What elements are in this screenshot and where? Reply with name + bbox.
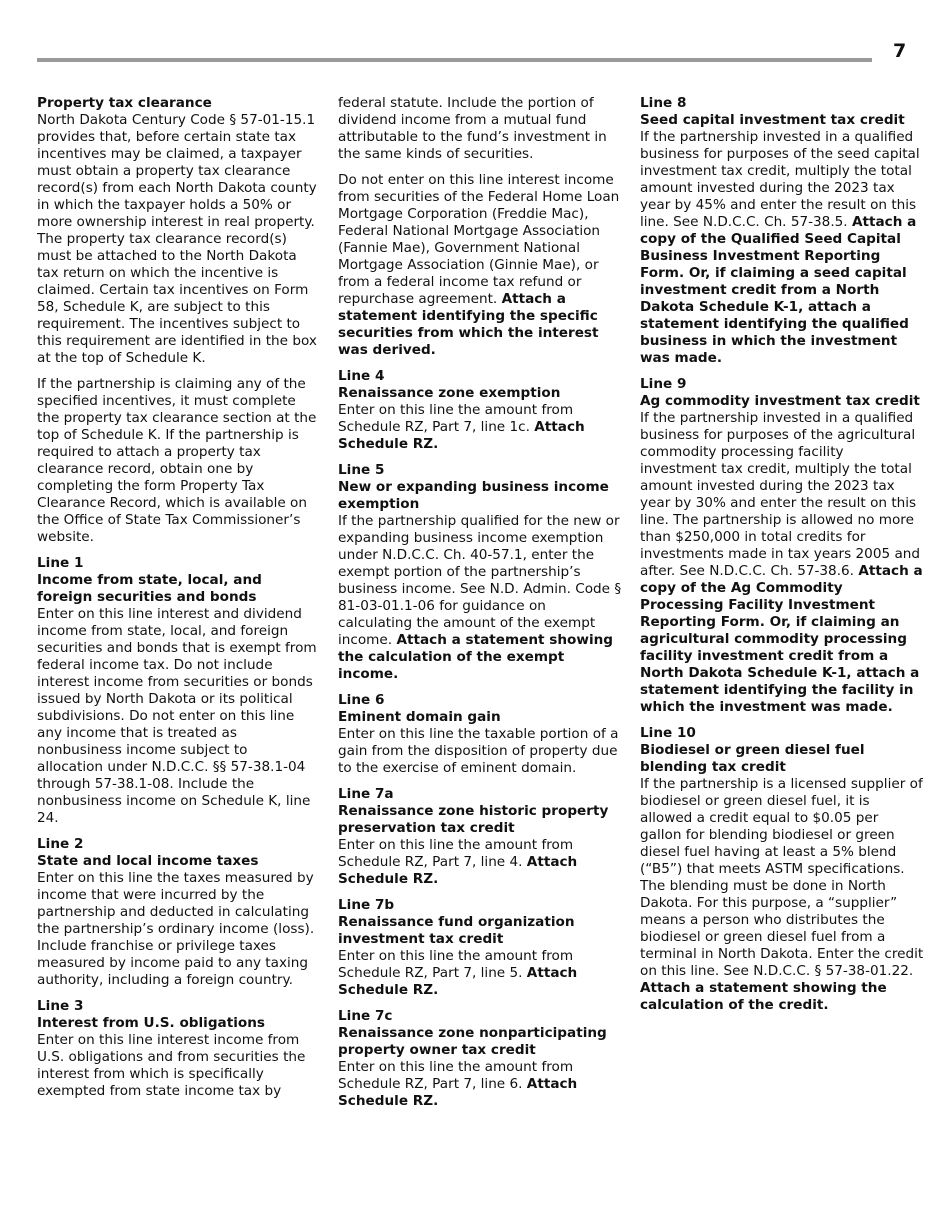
paragraph <box>338 172 622 359</box>
paragraph <box>338 402 622 453</box>
paragraph-text: If the partnership invested in a qualified business for purposes of the agricultural commodity processing facility investment tax credit, multiply the total amount invested during the 2023 tax year by 30% and enter the result on this line. The partnership is allowed no more than $250,000 in total credits for investments made in tax years 2005 and after. See N.D.C.C. Ch. 57-38.6. <box>640 410 921 579</box>
paragraph-text: Enter on this line the amount from Schedule RZ, Part 7, line 5. <box>338 948 574 981</box>
section-line-5 <box>338 462 622 683</box>
attach-instruction: Attach a statement identifying the specific securities from which the interest was derived. <box>338 291 599 358</box>
attach-instruction: Attach a statement showing the calculation of the exempt income. <box>338 632 614 682</box>
header-rule <box>37 58 872 62</box>
section-title: New or expanding business income exemption <box>338 479 609 512</box>
paragraph: Enter on this line the taxes measured by income that were incurred by the partnership and deducted in calculating the partnership’s ordinary income (loss). Include franchise or privilege taxes measured by income paid to any taxing authority, including a foreign country. <box>37 870 315 988</box>
section-title: Renaissance zone exemption <box>338 385 561 401</box>
section-title: Property tax clearance <box>37 95 212 111</box>
attach-instruction: Attach a copy of the Ag Commodity Processing Facility Investment Reporting Form. Or, if claiming an agricultural commodity processing facility investment credit from a North Dakota Schedule K-1, attach a statement identifying the facility in which the investment was made. <box>640 563 923 715</box>
line-label: Line 6 <box>338 692 385 708</box>
paragraph: If the partnership is claiming any of the specified incentives, it must complete the property tax clearance section at the top of Schedule K. If the partnership is required to attach a property tax clearance record, obtain one by completing the form Property Tax Clearance Record, which is available on the Office of State Tax Commissioner’s website. <box>37 376 317 545</box>
section-line-3-continued <box>338 95 622 359</box>
section-line-7b <box>338 897 622 999</box>
paragraph <box>338 513 622 683</box>
line-label: Line 8 <box>640 95 687 111</box>
page-number: 7 <box>893 40 907 62</box>
line-label: Line 4 <box>338 368 385 384</box>
section-line-4 <box>338 368 622 453</box>
attach-instruction: Attach a copy of the Qualified Seed Capital Business Investment Reporting Form. Or, if claiming a seed capital investment credit from a North Dakota Schedule K-1, attach a statement identifying the qualified business in which the investment was made. <box>640 214 917 366</box>
line-label: Line 1 <box>37 555 84 571</box>
line-label: Line 5 <box>338 462 385 478</box>
attach-instruction: Attach Schedule RZ. <box>338 419 585 452</box>
attach-instruction: Attach Schedule RZ. <box>338 965 578 998</box>
paragraph: Enter on this line interest and dividend income from state, local, and foreign securities and bonds that is exempt from federal income tax. Do not include interest income from securities or bonds issued by North Dakota or its political subdivisions. Do not enter on this line any income that is treated as nonbusiness income subject to allocation under N.D.C.C. §§ 57-38.1-04 through 57-38.1-08. Include the nonbusiness income on Schedule K, line 24. <box>37 606 317 826</box>
section-title: Renaissance zone nonparticipating property owner tax credit <box>338 1025 607 1058</box>
section-line-2 <box>37 836 317 989</box>
column-1 <box>37 95 317 1109</box>
paragraph <box>338 837 622 888</box>
section-line-9 <box>640 376 924 716</box>
column-2 <box>338 95 622 1119</box>
line-label: Line 7b <box>338 897 395 913</box>
line-label: Line 3 <box>37 998 84 1014</box>
section-title: Ag commodity investment tax credit <box>640 393 920 409</box>
paragraph <box>640 410 924 716</box>
column-3 <box>640 95 924 1023</box>
paragraph <box>640 776 924 1014</box>
paragraph <box>338 948 622 999</box>
paragraph: Enter on this line interest income from U.S. obligations and from securities the interest from which is specifically exempted from state income tax by <box>37 1032 306 1099</box>
section-line-10 <box>640 725 924 1014</box>
paragraph <box>338 1059 622 1110</box>
section-line-6 <box>338 692 622 777</box>
line-label: Line 9 <box>640 376 687 392</box>
section-title: State and local income taxes <box>37 853 259 869</box>
paragraph-text: Enter on this line the amount from Schedule RZ, Part 7, line 4. <box>338 837 574 870</box>
section-title: Seed capital investment tax credit <box>640 112 905 128</box>
paragraph: North Dakota Century Code § 57-01-15.1 provides that, before certain state tax incentives may be claimed, a taxpayer must obtain a property tax clearance record(s) from each North Dakota county in which the taxpayer holds a 50% or more ownership interest in real property. The property tax clearance record(s) must be attached to the North Dakota tax return on which the incentive is claimed. Certain tax incentives on Form 58, Schedule K, are subject to this requirement. The incentives subject to this requirement are identified in the box at the top of Schedule K. <box>37 112 317 366</box>
section-title: Renaissance zone historic property preservation tax credit <box>338 803 609 836</box>
section-title: Biodiesel or green diesel fuel blending tax credit <box>640 742 865 775</box>
section-title: Eminent domain gain <box>338 709 501 725</box>
paragraph: Enter on this line the taxable portion of a gain from the disposition of property due to the exercise of eminent domain. <box>338 726 619 776</box>
section-line-3 <box>37 998 317 1100</box>
paragraph-text: Do not enter on this line interest income from securities of the Federal Home Loan Mortgage Corporation (Freddie Mac), Federal National Mortgage Association (Fannie Mae), Government National Mortgage Association (Ginnie Mae), or from a federal income tax refund or repurchase agreement. <box>338 172 620 307</box>
attach-instruction: Attach a statement showing the calculation of the credit. <box>640 980 887 1013</box>
line-label: Line 2 <box>37 836 84 852</box>
section-line-1 <box>37 555 317 827</box>
section-line-7c <box>338 1008 622 1110</box>
paragraph-text: Enter on this line the amount from Schedule RZ, Part 7, line 6. <box>338 1059 574 1092</box>
section-property-tax-clearance <box>37 95 317 546</box>
line-label: Line 10 <box>640 725 696 741</box>
paragraph <box>640 129 924 367</box>
line-label: Line 7c <box>338 1008 393 1024</box>
attach-instruction: Attach Schedule RZ. <box>338 854 578 887</box>
paragraph-text: If the partnership is a licensed supplier of biodiesel or green diesel fuel, it is allowed a credit equal to $0.05 per gallon for blending biodiesel or green diesel fuel having at least a 5% blend (“B5”) that meets ASTM specifications. The blending must be done in North Dakota. For this purpose, a “supplier” means a person who distributes the biodiesel or green diesel fuel from a terminal in North Dakota. Enter the credit on this line. See N.D.C.C. § 57-38-01.22. <box>640 776 924 979</box>
section-title: Renaissance fund organization investment tax credit <box>338 914 575 947</box>
section-line-7a <box>338 786 622 888</box>
paragraph-text: If the partnership qualified for the new or expanding business income exemption under N.D.C.C. Ch. 40-57.1, enter the exempt portion of the partnership’s business income. See N.D. Admin. Code § 81-03-01.1-06 for guidance on calculating the amount of the exempt income. <box>338 513 622 648</box>
line-label: Line 7a <box>338 786 394 802</box>
paragraph-text: If the partnership invested in a qualified business for purposes of the seed capital investment tax credit, multiply the total amount invested during the 2023 tax year by 45% and enter the result on this line. See N.D.C.C. Ch. 57-38.5. <box>640 129 920 230</box>
attach-instruction: Attach Schedule RZ. <box>338 1076 578 1109</box>
section-title: Income from state, local, and foreign securities and bonds <box>37 572 262 605</box>
paragraph-text: Enter on this line the amount from Schedule RZ, Part 7, line 1c. <box>338 402 574 435</box>
section-title: Interest from U.S. obligations <box>37 1015 266 1031</box>
paragraph: federal statute. Include the portion of dividend income from a mutual fund attributable to the fund’s investment in the same kinds of securities. <box>338 95 607 162</box>
section-line-8 <box>640 95 924 367</box>
